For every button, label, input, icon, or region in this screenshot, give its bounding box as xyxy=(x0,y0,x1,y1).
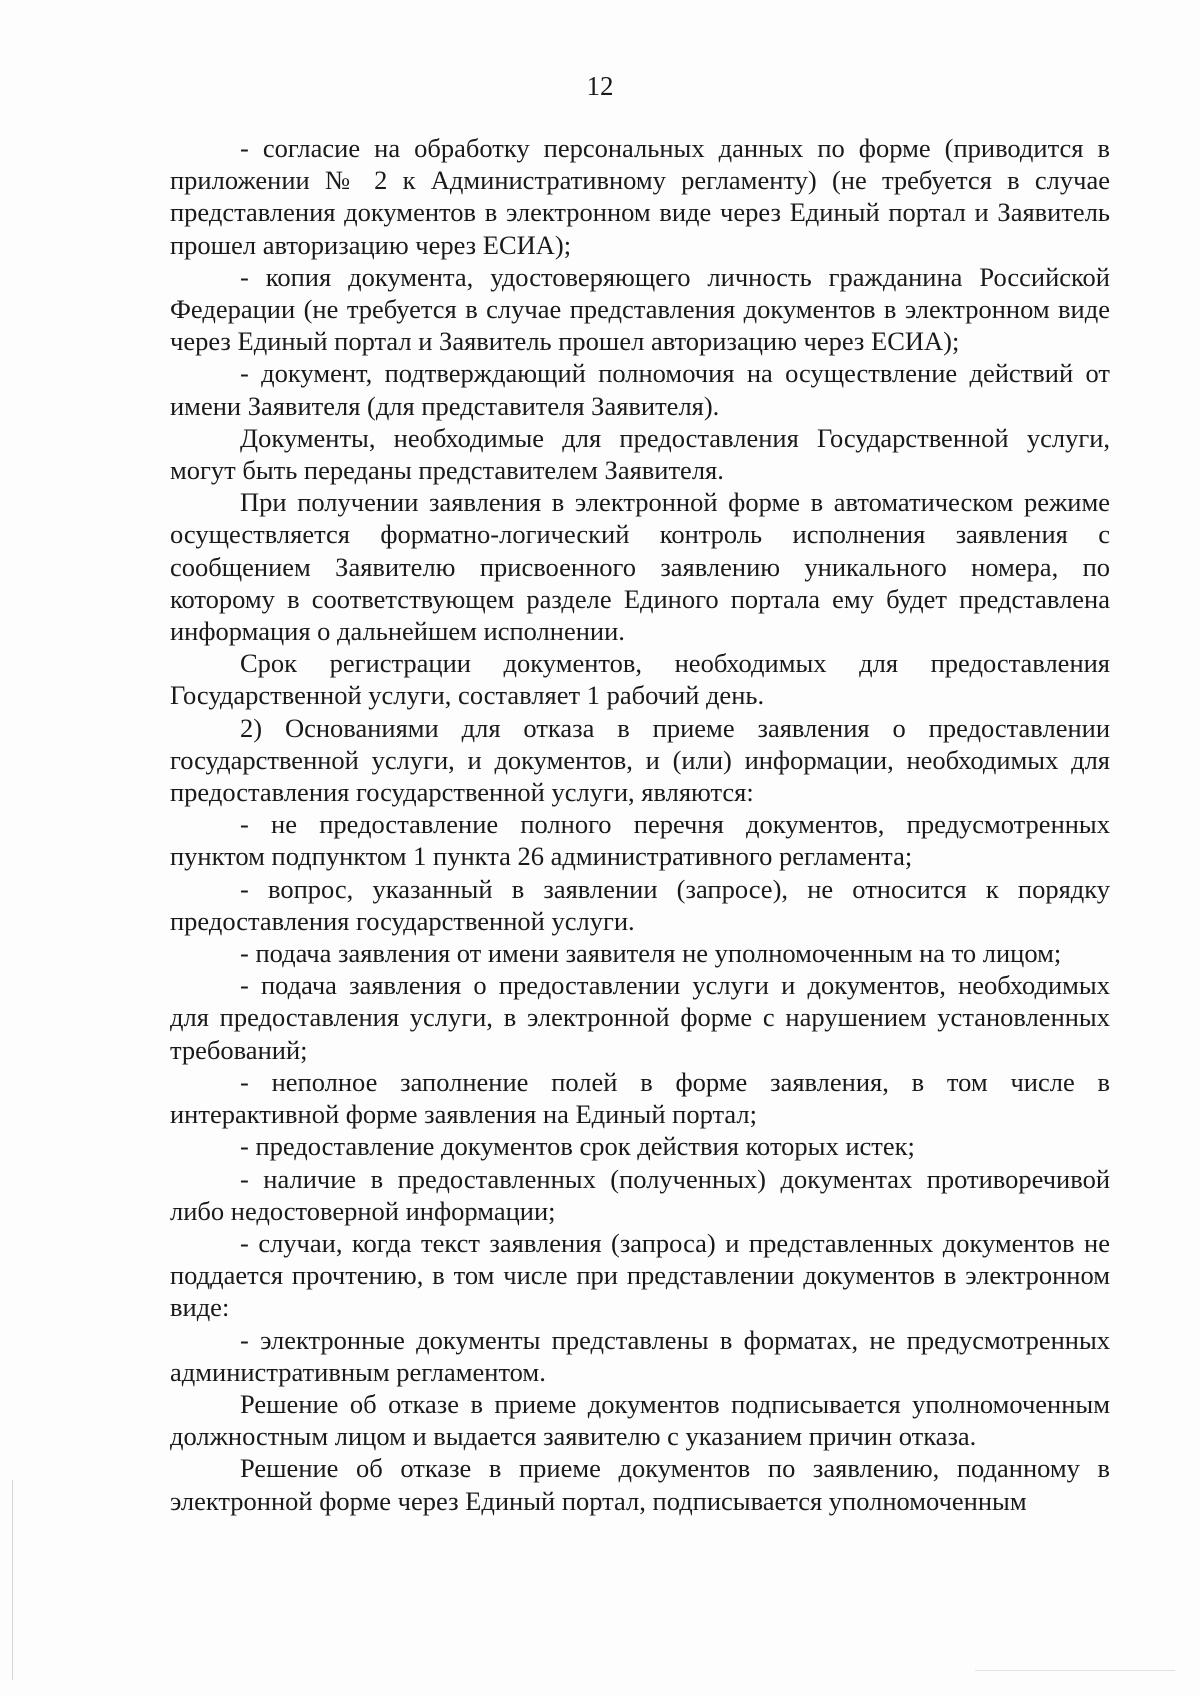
paragraph-registration-term: Срок регистрации документов, необходимых для предоставления Государственной услуги, составляет 1 рабочий день. xyxy=(170,648,1110,711)
paragraph-refusal-grounds: 2) Основаниями для отказа в приеме заявления о предоставлении государственной услуги, и документов, и (или) информации, необходимых для предоставления государственной услуги, являются: xyxy=(170,712,1110,808)
paragraph-representative: Документы, необходимые для предоставления Государственной услуги, могут быть переданы представителем Заявителя. xyxy=(170,422,1110,486)
scan-edge-line-left xyxy=(12,1480,13,1680)
list-item-unrelated-question: - вопрос, указанный в заявлении (запросе), не относится к порядку предоставления государственной услуги. xyxy=(170,873,1110,936)
scan-edge-line-bottom xyxy=(975,1670,1175,1671)
list-item-unreadable-text: - случаи, когда текст заявления (запроса) и представленных документов не поддается прочтению, в том числе при представлении документов в электронном виде: xyxy=(170,1227,1110,1323)
paragraph-authority-document: - документ, подтверждающий полномочия на осуществление действий от имени Заявителя (для представителя Заявителя). xyxy=(170,358,1110,421)
list-item-expired-documents: - предоставление документов срок действия которых истек; xyxy=(240,1131,915,1162)
list-item-contradictory-info: - наличие в предоставленных (полученных) документах противоречивой либо недостоверной информации; xyxy=(170,1163,1110,1226)
paragraph-identity-copy: - копия документа, удостоверяющего личность гражданина Российской Федерации (не требуется в случае представления документов в электронном виде через Единый портал и Заявитель прошел авторизацию через ЕСИА); xyxy=(170,261,1110,357)
list-item-incomplete-documents: - не предоставление полного перечня документов, предусмотренных пунктом подпунктом 1 пункта 26 административного регламента; xyxy=(170,809,1110,872)
document-body xyxy=(170,132,1110,1517)
list-item-incomplete-fields: - неполное заполнение полей в форме заявления, в том числе в интерактивной форме заявления на Единый портал; xyxy=(170,1066,1110,1130)
list-item-electronic-violation: - подача заявления о предоставлении услуги и документов, необходимых для предоставления услуги, в электронной форме с нарушением установленных требований; xyxy=(170,970,1110,1065)
paragraph-refusal-decision: Решение об отказе в приеме документов подписывается уполномоченным должностным лицом и выдается заявителю с указанием причин отказа. xyxy=(170,1388,1110,1452)
paragraph-electronic-control: При получении заявления в электронной форме в автоматическом режиме осуществляется форматно-логический контроль исполнения заявления с сообщением Заявителю присвоенного заявлению уникального номера, по которому в соответствующем разделе Единого портала ему будет представлена информация о дальнейшем исполнении. xyxy=(170,487,1110,647)
list-item-unauthorized-person: - подача заявления от имени заявителя не уполномоченным на то лицом; xyxy=(240,938,1062,969)
page-number: 12 xyxy=(586,71,614,101)
paragraph-consent: - согласие на обработку персональных данных по форме (приводится в приложении № 2 к Административному регламенту) (не требуется в случае представления документов в электронном виде через Единый портал и Заявитель прошел авторизацию через ЕСИА); xyxy=(170,133,1110,260)
paragraph-electronic-refusal: Решение об отказе в приеме документов по заявлению, поданному в электронной форме через Единый портал, подписывается уполномоченным xyxy=(170,1453,1110,1516)
list-item-wrong-format: - электронные документы представлены в форматах, не предусмотренных административным регламентом. xyxy=(170,1324,1110,1387)
